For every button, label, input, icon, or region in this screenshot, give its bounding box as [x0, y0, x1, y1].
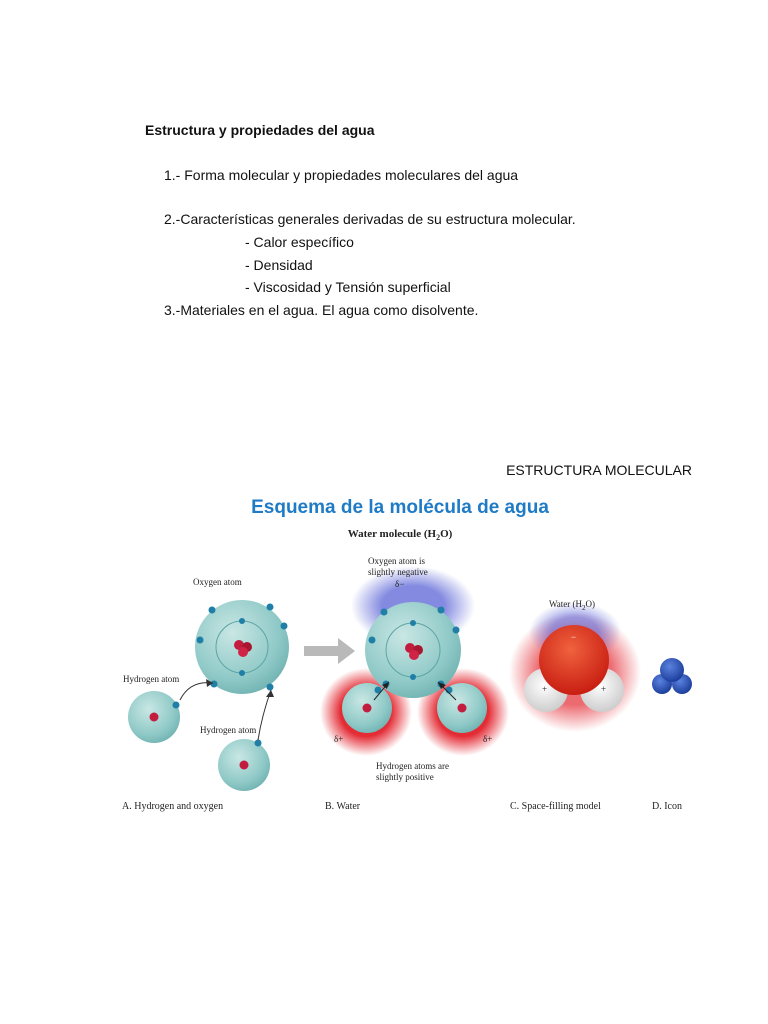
- document-title: Estructura y propiedades del agua: [145, 122, 375, 138]
- figure-title: Esquema de la molécula de agua: [251, 497, 549, 518]
- panel-c-space-filling-model: [509, 602, 641, 732]
- caption-b: B. Water: [325, 801, 361, 812]
- caption-c: C. Space-filling model: [510, 801, 601, 812]
- figure-subtitle: Water molecule $(H_2O)$: [347, 528, 453, 543]
- label-minus-sign: −: [571, 632, 577, 642]
- panel-d-icon: [652, 658, 692, 694]
- label-hydrogen-positive-1: Hydrogen atoms are: [376, 761, 449, 771]
- label-plus-right: +: [601, 684, 607, 694]
- label-hydrogen-positive-2: slightly positive: [376, 772, 434, 782]
- label-oxygen-negative-2: slightly negative: [368, 567, 428, 577]
- list-item-2: 2.-Características generales derivadas de su estructura molecular.: [164, 211, 576, 227]
- label-delta-minus: δ−: [395, 579, 405, 589]
- list-item-3: 3.-Materiales en el agua. El agua como disolvente.: [164, 302, 479, 318]
- panel-b-water: [320, 566, 509, 756]
- sub-item-calor: - Calor específico: [245, 234, 354, 250]
- caption-d: D. Icon: [652, 801, 682, 812]
- label-delta-plus-left: δ+: [334, 734, 344, 744]
- label-plus-left: +: [542, 684, 548, 694]
- label-oxygen-negative-1: Oxygen atom is: [368, 556, 425, 566]
- sub-item-densidad: - Densidad: [245, 257, 313, 273]
- caption-a: A. Hydrogen and oxygen: [122, 801, 224, 812]
- label-delta-plus-right: δ+: [483, 734, 493, 744]
- section-heading: ESTRUCTURA MOLECULAR: [506, 462, 692, 478]
- label-water-h2o: Water $(H_2O)$: [549, 599, 596, 612]
- sub-item-viscosidad: - Viscosidad y Tensión superficial: [245, 279, 451, 295]
- panel-a-hydrogen-and-oxygen: [128, 600, 289, 791]
- list-item-1: 1.- Forma molecular y propiedades moleculares del agua: [164, 167, 519, 183]
- label-oxygen-atom: Oxygen atom: [193, 577, 242, 587]
- label-hydrogen-atom-1: Hydrogen atom: [123, 674, 180, 684]
- transform-arrow: [304, 638, 355, 664]
- label-hydrogen-atom-2: Hydrogen atom: [200, 725, 257, 735]
